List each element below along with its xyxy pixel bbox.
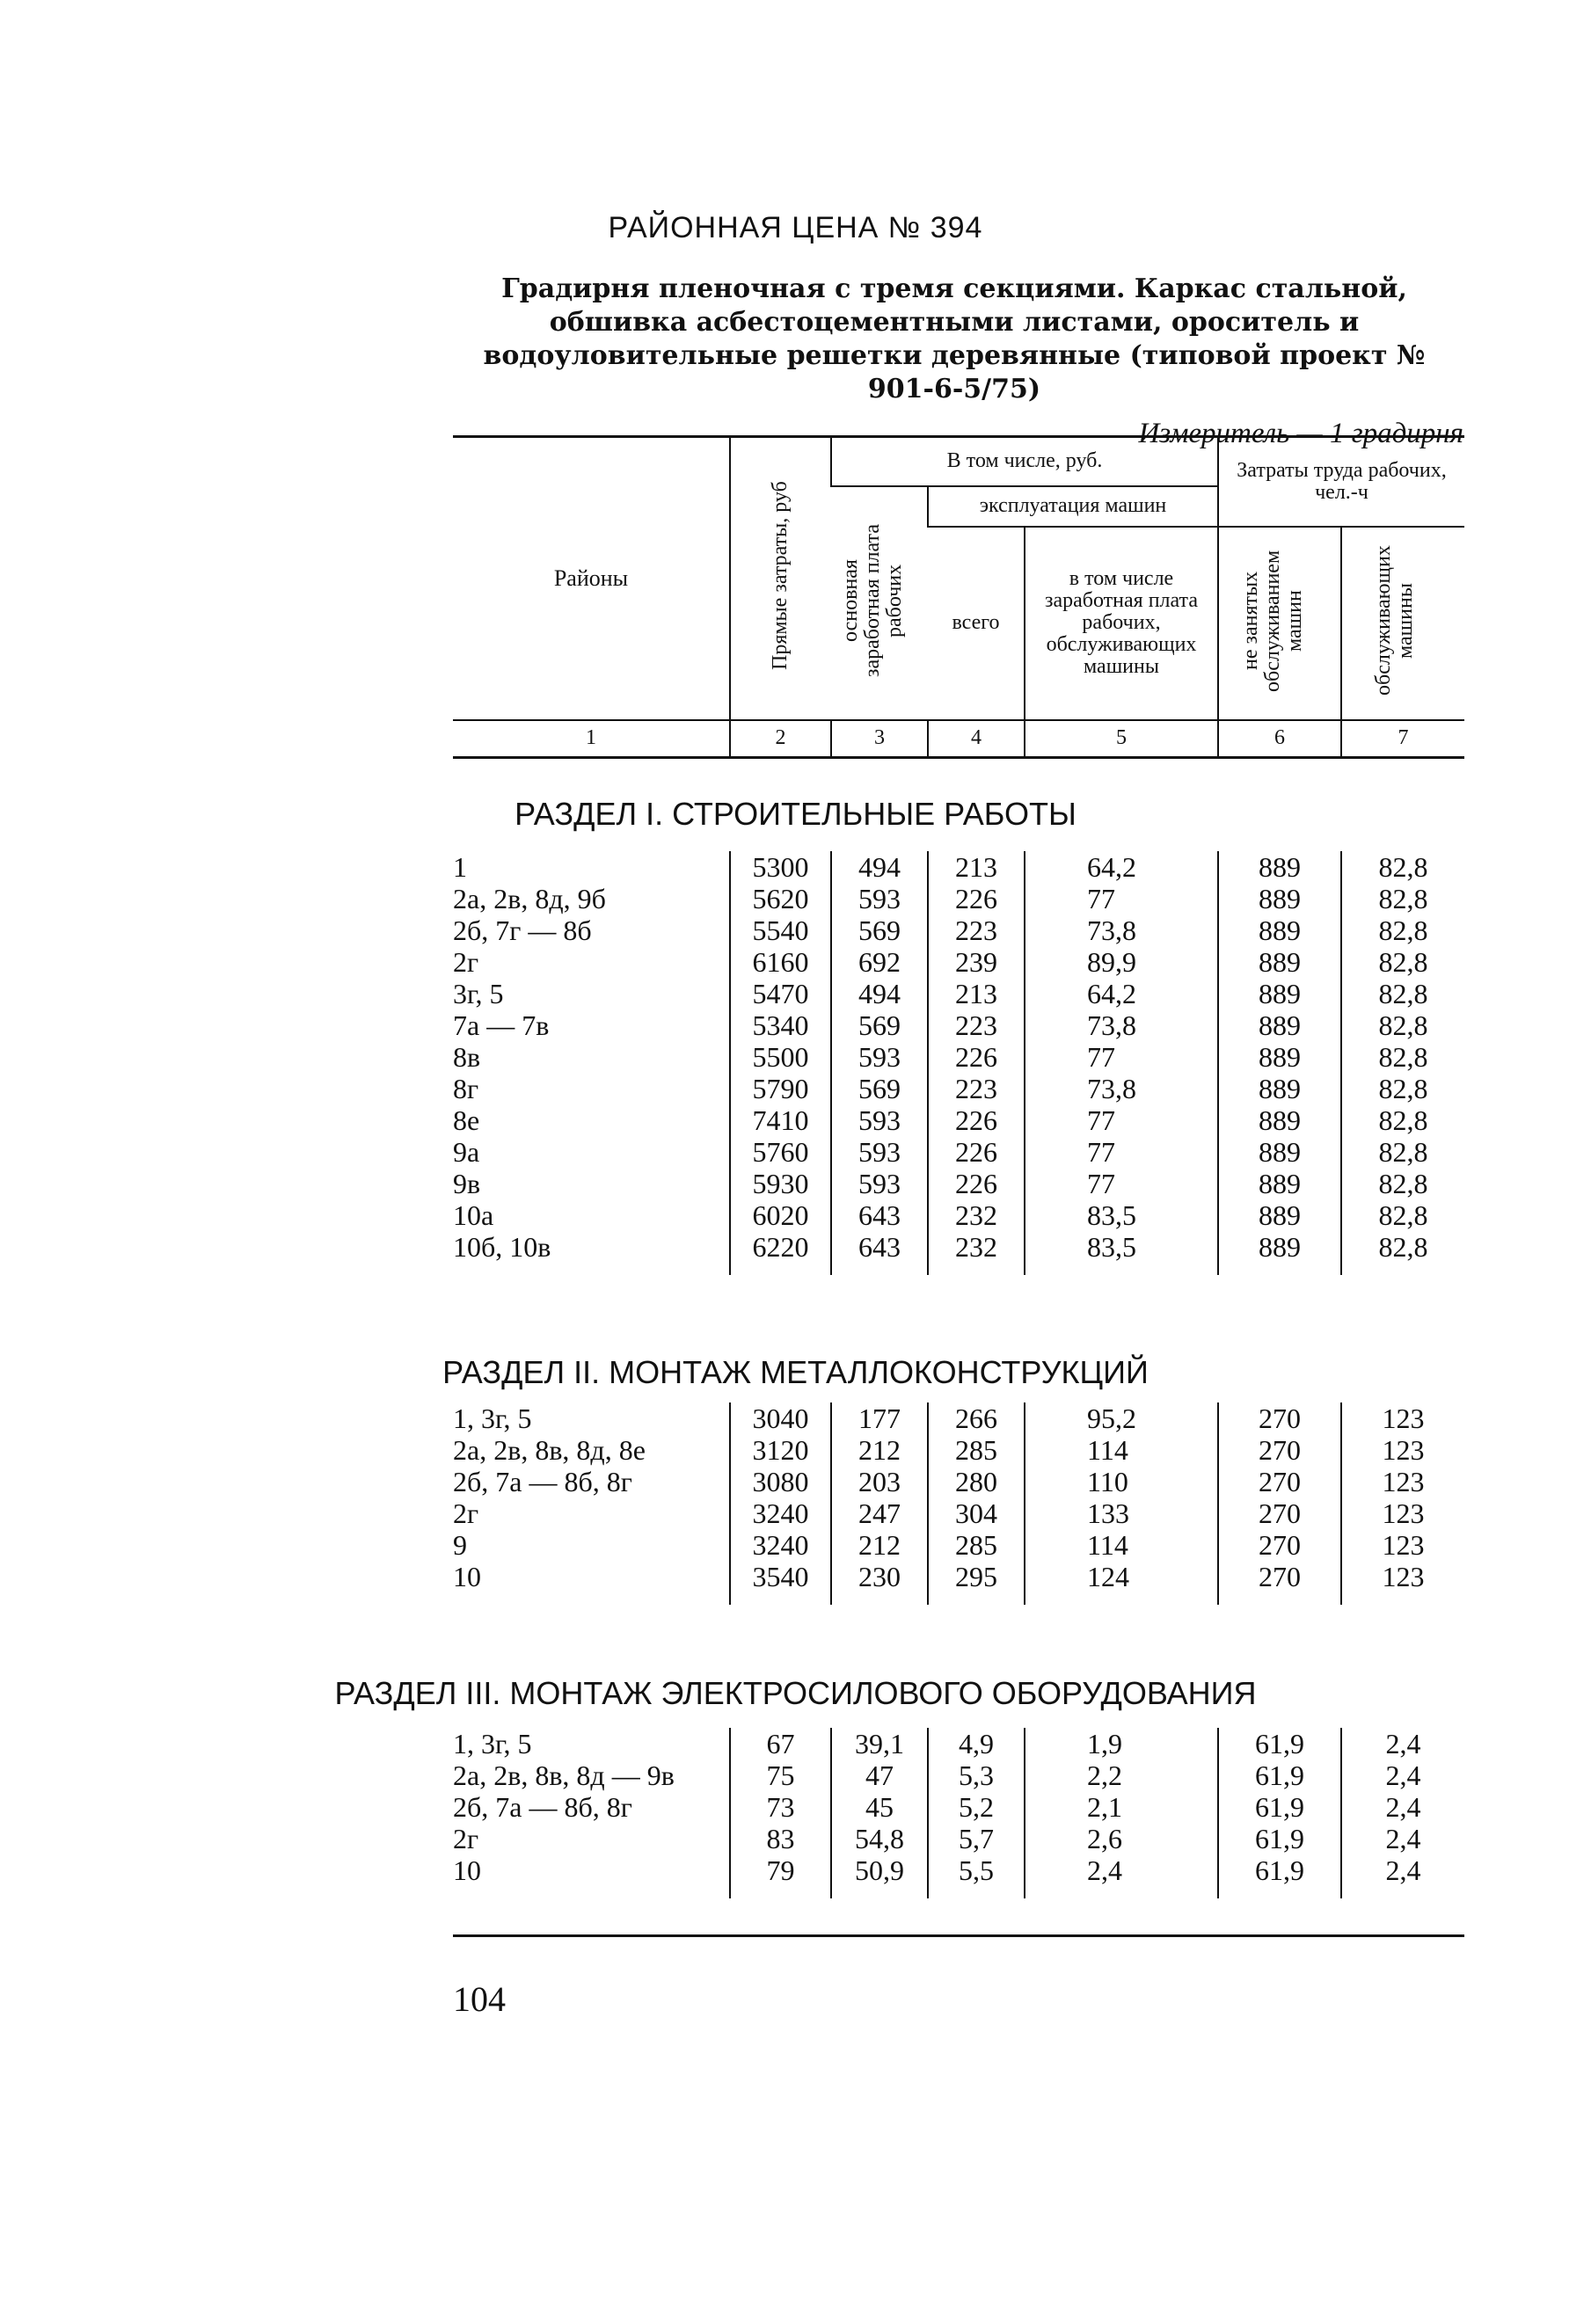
spacer-cell	[1025, 1886, 1218, 1898]
value-cell: 95,2	[1025, 1402, 1218, 1434]
region-cell: 10а	[453, 1199, 494, 1231]
value-cell: 247	[831, 1497, 928, 1529]
value-cell: 73,8	[1025, 914, 1218, 946]
value-cell: 692	[831, 946, 928, 978]
value-cell: 123	[1341, 1529, 1464, 1561]
value-cell: 82,8	[1341, 946, 1464, 978]
value-cell: 5300	[730, 851, 831, 883]
value-cell: 2,4	[1341, 1728, 1464, 1759]
header-machine-wage: в том числе заработная плата рабочих, обслуживающих машины	[1025, 527, 1218, 720]
table-row	[453, 978, 1464, 1009]
value-cell: 3040	[730, 1402, 831, 1434]
value-cell: 889	[1218, 1199, 1341, 1231]
value-cell: 5,2	[928, 1791, 1025, 1823]
region-cell: 2а, 2в, 8д, 9б	[453, 883, 606, 914]
value-cell: 889	[1218, 1168, 1341, 1199]
spacer-cell	[928, 1886, 1025, 1898]
value-cell: 114	[1025, 1529, 1218, 1561]
value-cell: 82,8	[1341, 978, 1464, 1009]
value-cell: 295	[928, 1561, 1025, 1592]
value-cell: 5540	[730, 914, 831, 946]
value-cell: 54,8	[831, 1823, 928, 1854]
spacer-cell	[1218, 1592, 1341, 1605]
value-cell: 285	[928, 1434, 1025, 1466]
value-cell: 2,4	[1025, 1854, 1218, 1886]
value-cell: 270	[1218, 1466, 1341, 1497]
table-row	[453, 1009, 1464, 1041]
spacer-row	[453, 1592, 1464, 1605]
value-cell: 889	[1218, 946, 1341, 978]
value-cell: 569	[831, 914, 928, 946]
table-row	[453, 1073, 1464, 1104]
value-cell: 5,3	[928, 1759, 1025, 1791]
value-cell: 270	[1218, 1402, 1341, 1434]
value-cell: 593	[831, 1136, 928, 1168]
region-cell: 10	[453, 1561, 481, 1592]
value-cell: 73,8	[1025, 1073, 1218, 1104]
value-cell: 124	[1025, 1561, 1218, 1592]
table-row	[453, 1402, 1464, 1434]
region-cell: 1, 3г, 5	[453, 1402, 532, 1434]
region-cell: 2г	[453, 946, 479, 978]
table-row	[453, 1434, 1464, 1466]
table-row	[453, 1561, 1464, 1592]
value-cell: 82,8	[1341, 1041, 1464, 1073]
value-cell: 5620	[730, 883, 831, 914]
value-cell: 270	[1218, 1434, 1341, 1466]
value-cell: 123	[1341, 1466, 1464, 1497]
value-cell: 47	[831, 1759, 928, 1791]
spacer-cell	[1025, 1592, 1218, 1605]
value-cell: 82,8	[1341, 851, 1464, 883]
value-cell: 83,5	[1025, 1231, 1218, 1263]
value-cell: 889	[1218, 1073, 1341, 1104]
value-cell: 2,1	[1025, 1791, 1218, 1823]
section-1-table	[453, 851, 1464, 1275]
value-cell: 123	[1341, 1434, 1464, 1466]
value-cell: 226	[928, 1041, 1025, 1073]
value-cell: 266	[928, 1402, 1025, 1434]
region-cell: 8г	[453, 1073, 479, 1104]
header-including: В том числе, руб.	[831, 437, 1218, 486]
value-cell: 6220	[730, 1231, 831, 1263]
value-cell: 3080	[730, 1466, 831, 1497]
value-cell: 889	[1218, 883, 1341, 914]
spacer-cell	[928, 1263, 1025, 1275]
spacer-row	[453, 1263, 1464, 1275]
value-cell: 83,5	[1025, 1199, 1218, 1231]
value-cell: 110	[1025, 1466, 1218, 1497]
spacer-cell	[453, 1886, 730, 1898]
value-cell: 494	[831, 851, 928, 883]
value-cell: 77	[1025, 1041, 1218, 1073]
value-cell: 889	[1218, 1104, 1341, 1136]
value-cell: 889	[1218, 914, 1341, 946]
value-cell: 73,8	[1025, 1009, 1218, 1041]
value-cell: 133	[1025, 1497, 1218, 1529]
table-row	[453, 1759, 1464, 1791]
value-cell: 123	[1341, 1497, 1464, 1529]
value-cell: 82,8	[1341, 1168, 1464, 1199]
value-cell: 61,9	[1218, 1854, 1341, 1886]
table-row	[453, 1466, 1464, 1497]
spacer-cell	[730, 1263, 831, 1275]
value-cell: 4,9	[928, 1728, 1025, 1759]
region-cell: 3г, 5	[453, 978, 504, 1009]
value-cell: 3240	[730, 1529, 831, 1561]
value-cell: 232	[928, 1199, 1025, 1231]
value-cell: 177	[831, 1402, 928, 1434]
table-row	[453, 946, 1464, 978]
value-cell: 89,9	[1025, 946, 1218, 978]
value-cell: 5,5	[928, 1854, 1025, 1886]
value-cell: 3240	[730, 1497, 831, 1529]
section-2-table	[453, 1402, 1464, 1605]
value-cell: 226	[928, 1168, 1025, 1199]
value-cell: 230	[831, 1561, 928, 1592]
value-cell: 593	[831, 883, 928, 914]
region-cell: 2б, 7а — 8б, 8г	[453, 1466, 632, 1497]
table-row	[453, 1791, 1464, 1823]
document-subtitle: Градирня пленочная с тремя секциями. Каркас стальной, обшивка асбестоцементными листами, ороситель и водоуловительные решетки деревянные (типовой проект № 901-6-5/75)	[483, 273, 1426, 404]
value-cell: 212	[831, 1434, 928, 1466]
value-cell: 226	[928, 883, 1025, 914]
spacer-row	[453, 1886, 1464, 1898]
col-number: 2	[730, 720, 831, 758]
region-cell: 2г	[453, 1823, 479, 1854]
table-row	[453, 1529, 1464, 1561]
spacer-cell	[453, 1592, 730, 1605]
header-direct-costs: Прямые затраты, руб	[730, 437, 831, 720]
header-base-wage: основная заработная плата рабочих	[831, 486, 928, 720]
value-cell: 73	[730, 1791, 831, 1823]
value-cell: 39,1	[831, 1728, 928, 1759]
value-cell: 64,2	[1025, 851, 1218, 883]
value-cell: 643	[831, 1199, 928, 1231]
section-title: РАЗДЕЛ II. МОНТАЖ МЕТАЛЛОКОНСТРУКЦИЙ	[442, 1354, 1149, 1390]
col-number: 6	[1218, 720, 1341, 758]
table-row	[453, 1854, 1464, 1886]
spacer-cell	[1025, 1263, 1218, 1275]
value-cell: 889	[1218, 978, 1341, 1009]
value-cell: 61,9	[1218, 1791, 1341, 1823]
value-cell: 569	[831, 1073, 928, 1104]
value-cell: 77	[1025, 883, 1218, 914]
value-cell: 3120	[730, 1434, 831, 1466]
bottom-rule	[453, 1934, 1464, 1937]
spacer-cell	[1218, 1263, 1341, 1275]
table-row	[453, 1136, 1464, 1168]
value-cell: 82,8	[1341, 914, 1464, 946]
value-cell: 1,9	[1025, 1728, 1218, 1759]
spacer-cell	[831, 1886, 928, 1898]
table-row	[453, 1231, 1464, 1263]
spacer-cell	[453, 1263, 730, 1275]
value-cell: 61,9	[1218, 1728, 1341, 1759]
value-cell: 2,6	[1025, 1823, 1218, 1854]
value-cell: 304	[928, 1497, 1025, 1529]
value-cell: 270	[1218, 1529, 1341, 1561]
value-cell: 239	[928, 946, 1025, 978]
value-cell: 2,2	[1025, 1759, 1218, 1791]
value-cell: 64,2	[1025, 978, 1218, 1009]
table-row	[453, 851, 1464, 883]
table-row	[453, 1823, 1464, 1854]
value-cell: 6020	[730, 1199, 831, 1231]
header-labor-costs: Затраты труда рабочих, чел.-ч	[1218, 437, 1464, 527]
value-cell: 77	[1025, 1104, 1218, 1136]
region-cell: 1, 3г, 5	[453, 1728, 532, 1759]
region-cell: 9в	[453, 1168, 481, 1199]
value-cell: 5,7	[928, 1823, 1025, 1854]
value-cell: 889	[1218, 1041, 1341, 1073]
section-title: РАЗДЕЛ I. СТРОИТЕЛЬНЫЕ РАБОТЫ	[515, 796, 1076, 832]
header-regions: Районы	[453, 437, 730, 720]
value-cell: 213	[928, 851, 1025, 883]
value-cell: 82,8	[1341, 1199, 1464, 1231]
value-cell: 45	[831, 1791, 928, 1823]
table-row	[453, 1041, 1464, 1073]
value-cell: 889	[1218, 1009, 1341, 1041]
value-cell: 270	[1218, 1497, 1341, 1529]
value-cell: 61,9	[1218, 1823, 1341, 1854]
value-cell: 123	[1341, 1402, 1464, 1434]
value-cell: 5470	[730, 978, 831, 1009]
value-cell: 593	[831, 1104, 928, 1136]
table-header	[453, 435, 1464, 759]
value-cell: 50,9	[831, 1854, 928, 1886]
value-cell: 213	[928, 978, 1025, 1009]
value-cell: 61,9	[1218, 1759, 1341, 1791]
value-cell: 82,8	[1341, 1009, 1464, 1041]
value-cell: 889	[1218, 851, 1341, 883]
spacer-cell	[730, 1886, 831, 1898]
page-number: 104	[453, 1979, 506, 2019]
table-row	[453, 1199, 1464, 1231]
header-column-numbers	[453, 720, 1464, 758]
spacer-cell	[1341, 1886, 1464, 1898]
table-row	[453, 1728, 1464, 1759]
section-3-table	[453, 1728, 1464, 1898]
table-row	[453, 1104, 1464, 1136]
spacer-cell	[831, 1263, 928, 1275]
value-cell: 5340	[730, 1009, 831, 1041]
region-cell: 2а, 2в, 8в, 8д — 9в	[453, 1759, 675, 1791]
region-cell: 8е	[453, 1104, 480, 1136]
value-cell: 2,4	[1341, 1854, 1464, 1886]
value-cell: 280	[928, 1466, 1025, 1497]
region-cell: 1	[453, 851, 467, 883]
value-cell: 2,4	[1341, 1791, 1464, 1823]
region-cell: 8в	[453, 1041, 481, 1073]
header-machine-total: всего	[928, 527, 1025, 720]
value-cell: 223	[928, 1073, 1025, 1104]
value-cell: 223	[928, 1009, 1025, 1041]
region-cell: 2б, 7г — 8б	[453, 914, 592, 946]
table-row	[453, 883, 1464, 914]
value-cell: 6160	[730, 946, 831, 978]
col-number: 7	[1341, 720, 1464, 758]
region-cell: 10	[453, 1854, 481, 1886]
value-cell: 83	[730, 1823, 831, 1854]
value-cell: 82,8	[1341, 1136, 1464, 1168]
spacer-cell	[928, 1592, 1025, 1605]
section-title: РАЗДЕЛ III. МОНТАЖ ЭЛЕКТРОСИЛОВОГО ОБОРУДОВАНИЯ	[334, 1675, 1257, 1711]
value-cell: 226	[928, 1104, 1025, 1136]
page-title: РАЙОННАЯ ЦЕНА № 394	[608, 211, 983, 244]
value-cell: 212	[831, 1529, 928, 1561]
col-number: 5	[1025, 720, 1218, 758]
value-cell: 593	[831, 1168, 928, 1199]
table-row	[453, 1168, 1464, 1199]
value-cell: 643	[831, 1231, 928, 1263]
region-cell: 7а — 7в	[453, 1009, 550, 1041]
value-cell: 569	[831, 1009, 928, 1041]
spacer-cell	[1218, 1886, 1341, 1898]
value-cell: 5790	[730, 1073, 831, 1104]
header-machine-operation: эксплуатация машин	[928, 486, 1218, 527]
value-cell: 889	[1218, 1231, 1341, 1263]
value-cell: 494	[831, 978, 928, 1009]
region-cell: 9	[453, 1529, 467, 1561]
col-number: 1	[586, 726, 596, 749]
value-cell: 2,4	[1341, 1823, 1464, 1854]
col-number: 3	[831, 720, 928, 758]
region-cell: 2а, 2в, 8в, 8д, 8е	[453, 1434, 646, 1466]
value-cell: 270	[1218, 1561, 1341, 1592]
value-cell: 5760	[730, 1136, 831, 1168]
table-row	[453, 914, 1464, 946]
value-cell: 203	[831, 1466, 928, 1497]
value-cell: 67	[730, 1728, 831, 1759]
value-cell: 232	[928, 1231, 1025, 1263]
value-cell: 2,4	[1341, 1759, 1464, 1791]
value-cell: 82,8	[1341, 1073, 1464, 1104]
value-cell: 285	[928, 1529, 1025, 1561]
value-cell: 593	[831, 1041, 928, 1073]
value-cell: 75	[730, 1759, 831, 1791]
value-cell: 82,8	[1341, 1104, 1464, 1136]
spacer-cell	[1341, 1263, 1464, 1275]
value-cell: 223	[928, 914, 1025, 946]
value-cell: 889	[1218, 1136, 1341, 1168]
value-cell: 77	[1025, 1168, 1218, 1199]
value-cell: 82,8	[1341, 1231, 1464, 1263]
measure-unit: Измеритель — 1 градирня	[1138, 418, 1463, 449]
value-cell: 123	[1341, 1561, 1464, 1592]
table-row	[453, 1497, 1464, 1529]
value-cell: 226	[928, 1136, 1025, 1168]
col-number: 4	[928, 720, 1025, 758]
value-cell: 79	[730, 1854, 831, 1886]
spacer-cell	[831, 1592, 928, 1605]
value-cell: 82,8	[1341, 883, 1464, 914]
value-cell: 5500	[730, 1041, 831, 1073]
header-labor-not-serving: не занятых обслуживанием машин	[1218, 527, 1341, 720]
value-cell: 114	[1025, 1434, 1218, 1466]
region-cell: 9а	[453, 1136, 480, 1168]
spacer-cell	[1341, 1592, 1464, 1605]
region-cell: 2г	[453, 1497, 479, 1529]
value-cell: 3540	[730, 1561, 831, 1592]
region-cell: 10б, 10в	[453, 1231, 551, 1263]
region-cell: 2б, 7а — 8б, 8г	[453, 1791, 632, 1823]
value-cell: 77	[1025, 1136, 1218, 1168]
header-labor-serving: обслуживающих машины	[1341, 527, 1464, 720]
spacer-cell	[730, 1592, 831, 1605]
value-cell: 7410	[730, 1104, 831, 1136]
value-cell: 5930	[730, 1168, 831, 1199]
